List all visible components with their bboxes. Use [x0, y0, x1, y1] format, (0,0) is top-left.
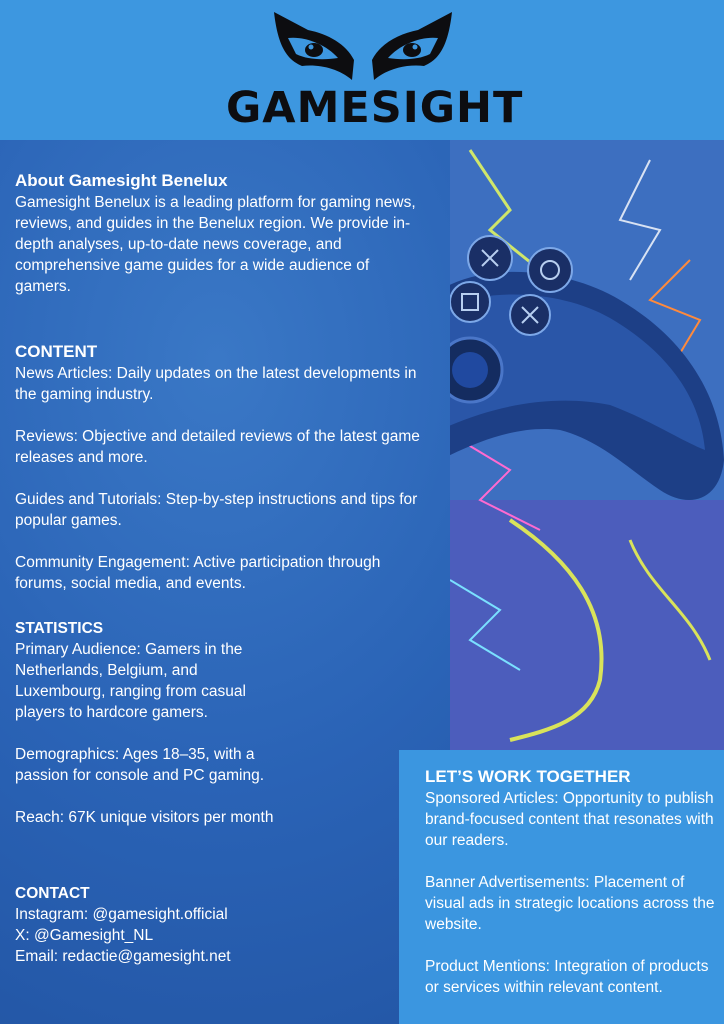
about-section	[15, 170, 425, 297]
brand-wordmark: GAMESIGHT	[226, 83, 524, 133]
controller-artwork	[450, 140, 724, 752]
header-banner	[0, 0, 724, 140]
contact-instagram[interactable]: Instagram: @gamesight.official	[15, 906, 228, 923]
work-item-sponsored: Sponsored Articles: Opportunity to publish brand-focused content that resonates with our readers.	[425, 790, 714, 849]
gamepad-icon	[450, 140, 724, 752]
work-item-banner: Banner Advertisements: Placement of visual ads in strategic locations across the website.	[425, 874, 715, 933]
contact-heading: CONTACT	[15, 885, 90, 902]
statistics-item-audience: Primary Audience: Gamers in the Netherlands, Belgium, and Luxembourg, ranging from casual players to hardcore gamers.	[15, 641, 246, 721]
content-item-guides: Guides and Tutorials: Step-by-step instructions and tips for popular games.	[15, 491, 418, 529]
content-item-news: News Articles: Daily updates on the latest developments in the gaming industry.	[15, 365, 417, 403]
about-heading: About Gamesight Benelux	[15, 171, 228, 190]
work-heading: LET’S WORK TOGETHER	[425, 767, 631, 786]
statistics-section	[15, 618, 290, 828]
content-item-community: Community Engagement: Active participation through forums, social media, and events.	[15, 554, 381, 592]
owl-eyes-logo-icon	[268, 8, 458, 86]
content-section	[15, 341, 427, 594]
contact-email[interactable]: Email: redactie@gamesight.net	[15, 948, 231, 965]
content-heading: CONTENT	[15, 342, 98, 361]
contact-x[interactable]: X: @Gamesight_NL	[15, 927, 154, 944]
content-item-reviews: Reviews: Objective and detailed reviews of the latest game releases and more.	[15, 428, 420, 466]
work-together-panel	[399, 750, 724, 1024]
statistics-heading: STATISTICS	[15, 620, 104, 637]
work-item-product: Product Mentions: Integration of products or services within relevant content.	[425, 958, 709, 996]
statistics-item-demographics: Demographics: Ages 18–35, with a passion for console and PC gaming.	[15, 746, 265, 784]
statistics-item-reach: Reach: 67K unique visitors per month	[15, 809, 274, 826]
about-body: Gamesight Benelux is a leading platform for gaming news, reviews, and guides in the Benelux region. We provide in-depth analyses, up-to-date news coverage, and comprehensive game guides for a wide audience of gamers.	[15, 194, 416, 295]
contact-section	[15, 883, 345, 967]
